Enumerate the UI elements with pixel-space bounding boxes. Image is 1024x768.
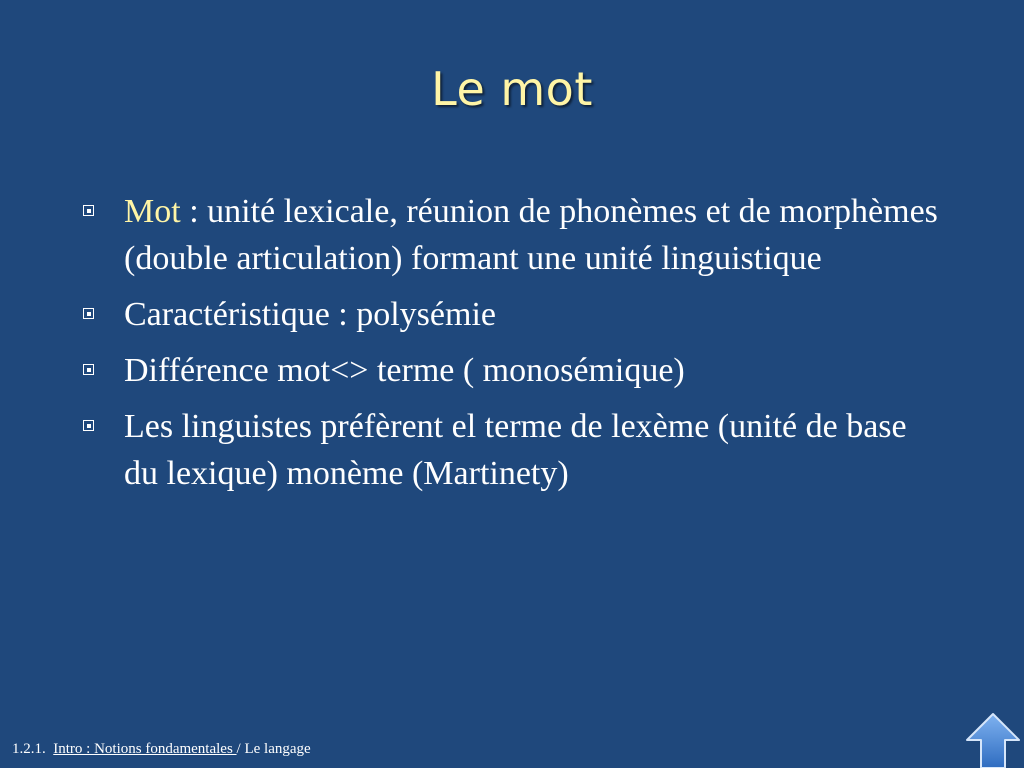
bullet-item-linguistes: [80, 403, 940, 497]
bullet-item-mot: [80, 188, 940, 282]
square-bullet-icon: [83, 308, 94, 319]
slide-title: Le mot: [431, 62, 593, 116]
highlighted-term: Mot: [124, 193, 190, 230]
bullet-item-difference: [80, 347, 940, 394]
square-bullet-icon: [83, 205, 94, 216]
breadcrumb-link-intro[interactable]: Intro : Notions fondamentales: [53, 741, 237, 757]
breadcrumb-current: Le langage: [244, 741, 311, 757]
square-bullet-icon: [83, 364, 94, 375]
section-number: 1.2.1.: [12, 741, 54, 757]
bullet-list: [80, 188, 940, 506]
footer-breadcrumb: [12, 741, 311, 758]
square-bullet-icon: [83, 420, 94, 431]
breadcrumb-separator: /: [236, 741, 245, 757]
bullet-text: Caractéristique : polysémie: [124, 296, 496, 333]
bullet-text: Différence mot<> terme ( monosémique): [124, 352, 685, 389]
bullet-item-caracteristique: [80, 291, 940, 338]
bullet-text: : unité lexicale, réunion de phonèmes et de morphèmes (double articulation) formant une unité linguistique: [124, 193, 938, 277]
up-arrow-icon[interactable]: [964, 712, 1022, 768]
bullet-text: Les linguistes préfèrent el terme de lexème (unité de base du lexique) monème (Martinety): [124, 408, 907, 492]
